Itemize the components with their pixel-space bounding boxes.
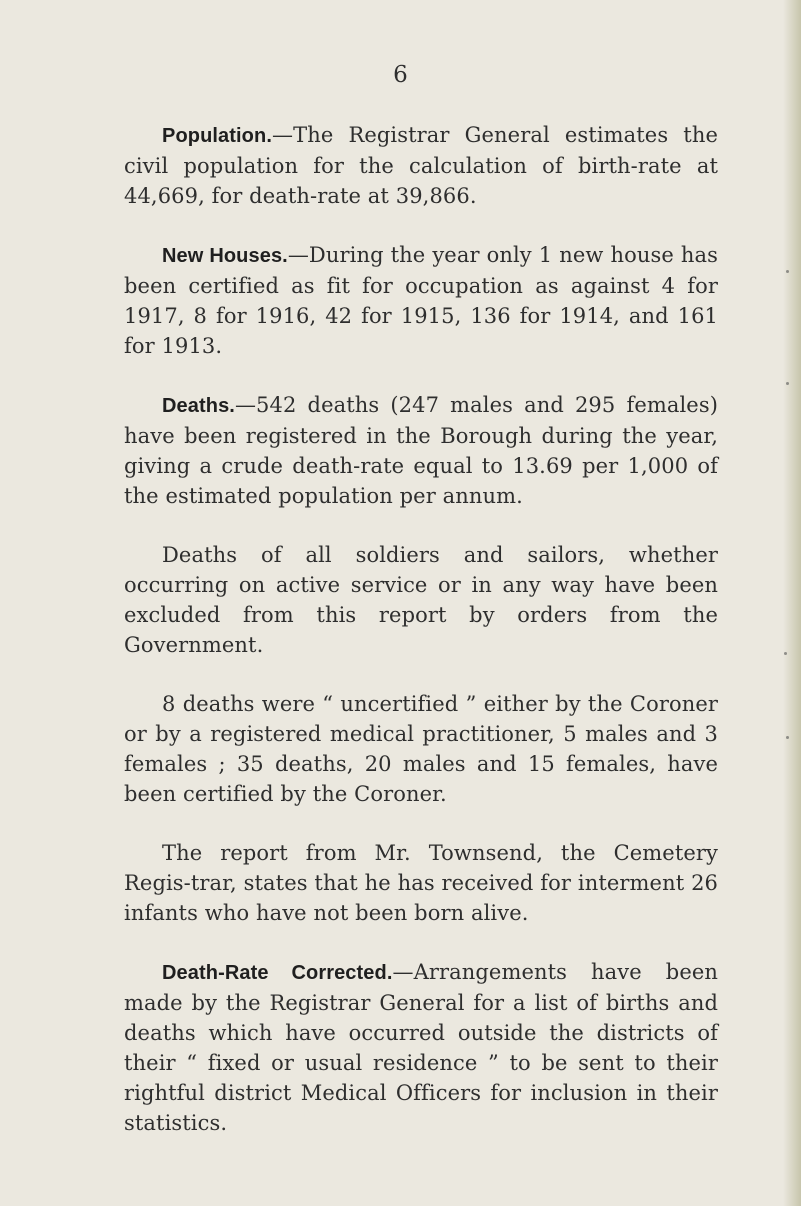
ink-speck [786, 736, 789, 739]
heading-deaths: Deaths. [162, 395, 235, 417]
ink-speck [786, 382, 789, 385]
text-new-houses: —During the year only 1 new house has been certified as fit for occupation as against 4 for 1917, 8 for 1916, 42 for 1915, 136 for 1914, and 161 for 1913. [124, 243, 718, 358]
ink-speck [784, 652, 787, 655]
heading-new-houses: New Houses. [162, 245, 288, 267]
page-edge-shadow [783, 0, 801, 1206]
paragraph-new-houses [124, 240, 718, 361]
ink-speck [786, 270, 789, 273]
paragraph-death-rate-corrected [124, 957, 718, 1138]
paragraph-uncertified [124, 689, 718, 809]
document-body [124, 120, 718, 1167]
paragraph-deaths [124, 390, 718, 511]
text-death-rate-corrected: —Arrangements have been made by the Registrar General for a list of births and deaths which have occurred outside the districts of their “ fixed or usual residence ” to be sent to their rightful district Medical Officers for inclusion in their statistics. [124, 960, 718, 1135]
text-deaths: —542 deaths (247 males and 295 females) have been registered in the Borough during the year, giving a crude death-rate equal to 13.69 per 1,000 of the estimated population per annum. [124, 393, 718, 508]
paragraph-soldiers-sailors [124, 540, 718, 660]
text-population: —The Registrar General estimates the civil population for the calculation of birth-rate at 44,669, for death-rate at 39,866. [124, 123, 718, 208]
text-soldiers-sailors: Deaths of all soldiers and sailors, whether occurring on active service or in any way have been excluded from this report by orders from the Government. [124, 543, 718, 657]
heading-death-rate-corrected: Death-Rate Corrected. [162, 962, 393, 984]
page-number: 6 [393, 62, 408, 88]
paragraph-population [124, 120, 718, 211]
text-uncertified: 8 deaths were “ uncertified ” either by the Coroner or by a registered medical practitioner, 5 males and 3 females ; 35 deaths, 20 males and 15 females, have been certified by the Coroner. [124, 692, 718, 806]
heading-population: Population. [162, 125, 272, 147]
paragraph-cemetery-report [124, 838, 718, 928]
text-cemetery-report: The report from Mr. Townsend, the Cemetery Regis-trar, states that he has received for interment 26 infants who have not been born alive. [124, 841, 718, 925]
